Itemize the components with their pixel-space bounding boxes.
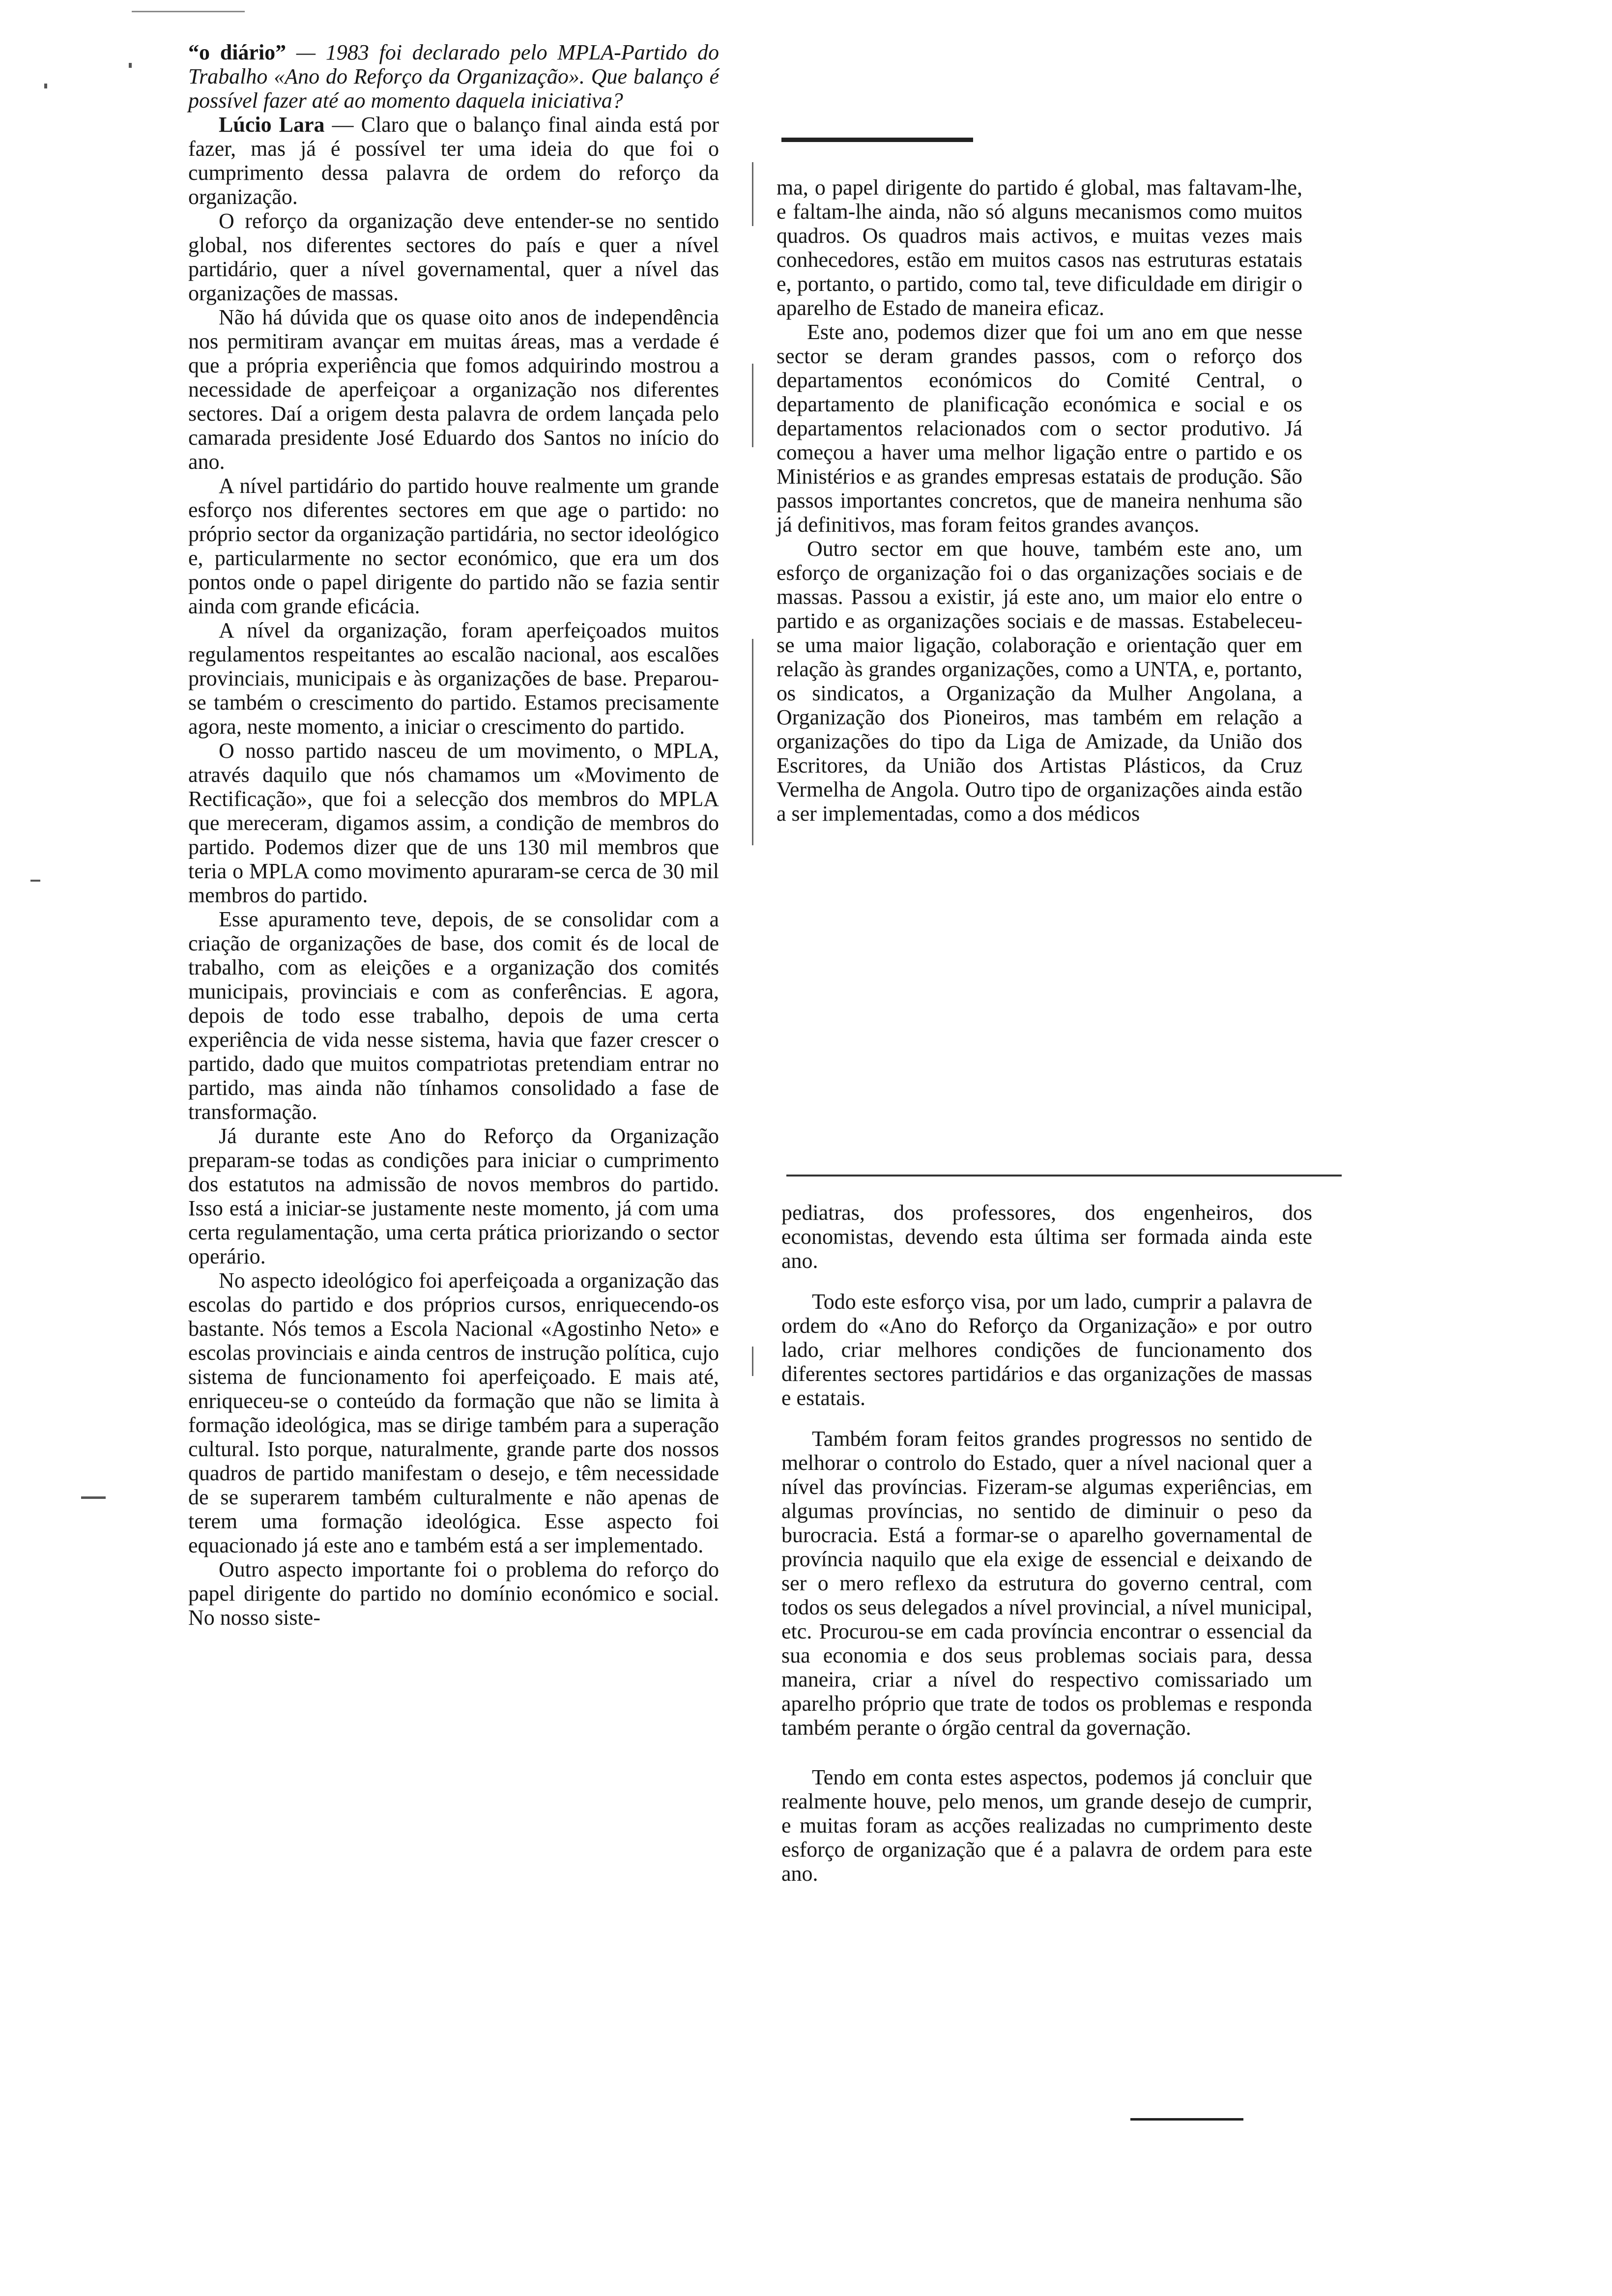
paragraph: pediatras, dos professores, dos engenheiros, dos economistas, devendo esta última ser formada ainda este ano.: [781, 1201, 1312, 1273]
answer-text: Claro que o balanço final ainda está por fazer, mas já é possível ter uma ideia do que foi o cumprimento dessa palavra de ordem do reforço da organização.: [188, 113, 719, 209]
answer-dash: —: [324, 113, 361, 137]
column-edge-mark: [752, 639, 753, 845]
column-edge-mark: [752, 364, 753, 447]
paragraph: Este ano, podemos dizer que foi um ano em que nesse sector se deram grandes passos, com o reforço dos departamentos económicos do Comité Central, o departamento de planificação económica e social e os departamentos relacionados com o sector produtivo. Já começou a haver uma melhor ligação entre o partido e os Ministérios e as grandes empresas estatais de produção. São passos importantes concretos, que de maneira nenhuma são já definitivos, mas foram feitos grandes avanços.: [777, 320, 1302, 537]
column-head-rule: [781, 138, 973, 142]
article-column-2: [777, 175, 1302, 826]
paragraph: No aspecto ideológico foi aperfeiçoada a organização das escolas do partido e dos próprios cursos, enriquecendo-os bastante. Nós temos a Escola Nacional «Agostinho Neto» e escolas provinciais e ainda centros de instrução política, cujo sistema de funcionamento foi aperfeiçoado. E mais até, enriqueceu-se o conteúdo da formação que não se limita à formação ideológica, mas se dirige também para a superação cultural. Isto porque, naturalmente, grande parte dos nossos quadros de partido manifestam o desejo, e têm necessidade de se superarem também culturalmente e não apenas de terem uma formação ideológica. Esse aspecto foi equacionado já este ano e também está a ser implementado.: [188, 1268, 719, 1557]
article-column-1: [188, 40, 719, 1630]
column-separator-rule: [786, 1175, 1342, 1177]
paragraph: Também foram feitos grandes progressos no sentido de melhorar o controlo do Estado, quer a nível nacional quer a nível das províncias. Fizeram-se algumas experiências, em algumas províncias, no sentido de diminuir o peso da burocracia. Está a formar-se o aparelho governamental de província naquilo que ela exige de essencial e deixando de ser o mero reflexo da estrutura do governo central, com todos os seus delegados a nível provincial, a nível municipal, etc. Procurou-se em cada província encontrar o essencial da sua economia e dos seus problemas sociais para, dessa maneira, criar a nível do respectivo comissariado um aparelho próprio que trate de todos os problemas e responda também perante o órgão central da governação.: [781, 1427, 1312, 1740]
question-speaker: “o diário”: [188, 40, 287, 64]
paragraph: Já durante este Ano do Reforço da Organização preparam-se todas as condições para iniciar o cumprimento dos estatutos na admissão de novos membros do partido. Isso está a iniciar-se justamente neste momento, já com uma certa regulamentação, uma certa prática priorizando o sector operário.: [188, 1124, 719, 1268]
column-edge-mark: [752, 162, 753, 226]
margin-mark: [81, 1496, 106, 1499]
paragraph: O reforço da organização deve entender-se no sentido global, nos diferentes sectores do país e quer a nível partidário, quer a nível governamental, quer a nível das organizações de massas.: [188, 209, 719, 305]
interview-answer: [188, 113, 719, 209]
paragraph: Outro aspecto importante foi o problema do reforço do papel dirigente do partido no domínio económico e social. No nosso siste-: [188, 1557, 719, 1630]
paragraph: A nível da organização, foram aperfeiçoados muitos regulamentos respeitantes ao escalão nacional, aos escalões provinciais, municipais e às organizações de base. Preparou-se também o crescimento do partido. Estamos precisamente agora, neste momento, a iniciar o crescimento do partido.: [188, 618, 719, 739]
question-dash: —: [286, 40, 326, 64]
margin-mark: [129, 63, 132, 68]
margin-mark: [30, 880, 40, 882]
paragraph: ma, o papel dirigente do partido é global, mas faltavam-lhe, e faltam-lhe ainda, não só alguns mecanismos como muitos quadros. Os quadros mais activos, e muitas vezes mais conhecedores, estão em muitos casos nas estruturas estatais e, portanto, o partido, como tal, teve dificuldade em dirigir o aparelho de Estado de maneira eficaz.: [777, 175, 1302, 320]
question-text: 1983 foi declarado pelo MPLA-Partido do Trabalho «Ano do Reforço da Organização». Que balanço é possível fazer até ao momento daquela iniciativa?: [188, 40, 720, 113]
end-rule: [1130, 2118, 1243, 2121]
interview-question: [188, 40, 719, 113]
answer-speaker: Lúcio Lara: [219, 113, 325, 137]
article-column-3: [781, 1201, 1312, 1886]
paragraph: Outro sector em que houve, também este ano, um esforço de organização foi o das organizações sociais e de massas. Passou a existir, já este ano, um maior elo entre o partido e as organizações sociais e de massas. Estabeleceu-se uma maior ligação, colaboração e orientação quer em relação às grandes organizações, como a UNTA, e, portanto, os sindicatos, a Organização da Mulher Angolana, a Organização dos Pioneiros, mas também em relação a organizações do tipo da Liga de Amizade, da União dos Escritores, da União dos Artistas Plásticos, da Cruz Vermelha de Angola. Outro tipo de organizações ainda estão a ser implementadas, como a dos médicos: [777, 537, 1302, 826]
paragraph: Tendo em conta estes aspectos, podemos já concluir que realmente houve, pelo menos, um grande desejo de cumprir, e muitas foram as acções realizadas no cumprimento deste esforço de organização que é a palavra de ordem para este ano.: [781, 1765, 1312, 1886]
paragraph: Todo este esforço visa, por um lado, cumprir a palavra de ordem do «Ano do Reforço da Organização» e por outro lado, criar melhores condições de funcionamento dos diferentes sectores partidários e das organizações de massas e estatais.: [781, 1290, 1312, 1410]
column-edge-mark: [752, 1347, 753, 1376]
paragraph: Esse apuramento teve, depois, de se consolidar com a criação de organizações de base, dos comit és de local de trabalho, com as eleições e a organização dos comités municipais, provinciais e com as conferências. E agora, depois de todo esse trabalho, depois de uma certa experiência de vida nesse sistema, havia que fazer crescer o partido, dado que muitos compatriotas pretendiam entrar no partido, mas ainda não tínhamos consolidado a fase de transformação.: [188, 907, 719, 1124]
paragraph: O nosso partido nasceu de um movimento, o MPLA, através daquilo que nós chamamos um «Movimento de Rectificação», que foi a selecção dos membros do MPLA que mereceram, digamos assim, a condição de membros do partido. Podemos dizer que de uns 130 mil membros que teria o MPLA como movimento apuraram-se cerca de 30 mil membros do partido.: [188, 739, 719, 907]
paragraph: A nível partidário do partido houve realmente um grande esforço nos diferentes sectores em que age o partido: no próprio sector da organização partidária, no sector ideológico e, particularmente no sector económico, que era um dos pontos onde o papel dirigente do partido não se fazia sentir ainda com grande eficácia.: [188, 474, 719, 618]
top-rule: [132, 11, 245, 12]
paragraph: Não há dúvida que os quase oito anos de independência nos permitiram avançar em muitas áreas, mas a verdade é que a própria experiência que fomos adquirindo mostrou a necessidade de aperfeiçoar a organização nos diferentes sectores. Daí a origem desta palavra de ordem lançada pelo camarada presidente José Eduardo dos Santos no início do ano.: [188, 305, 719, 474]
margin-mark: [44, 84, 47, 88]
